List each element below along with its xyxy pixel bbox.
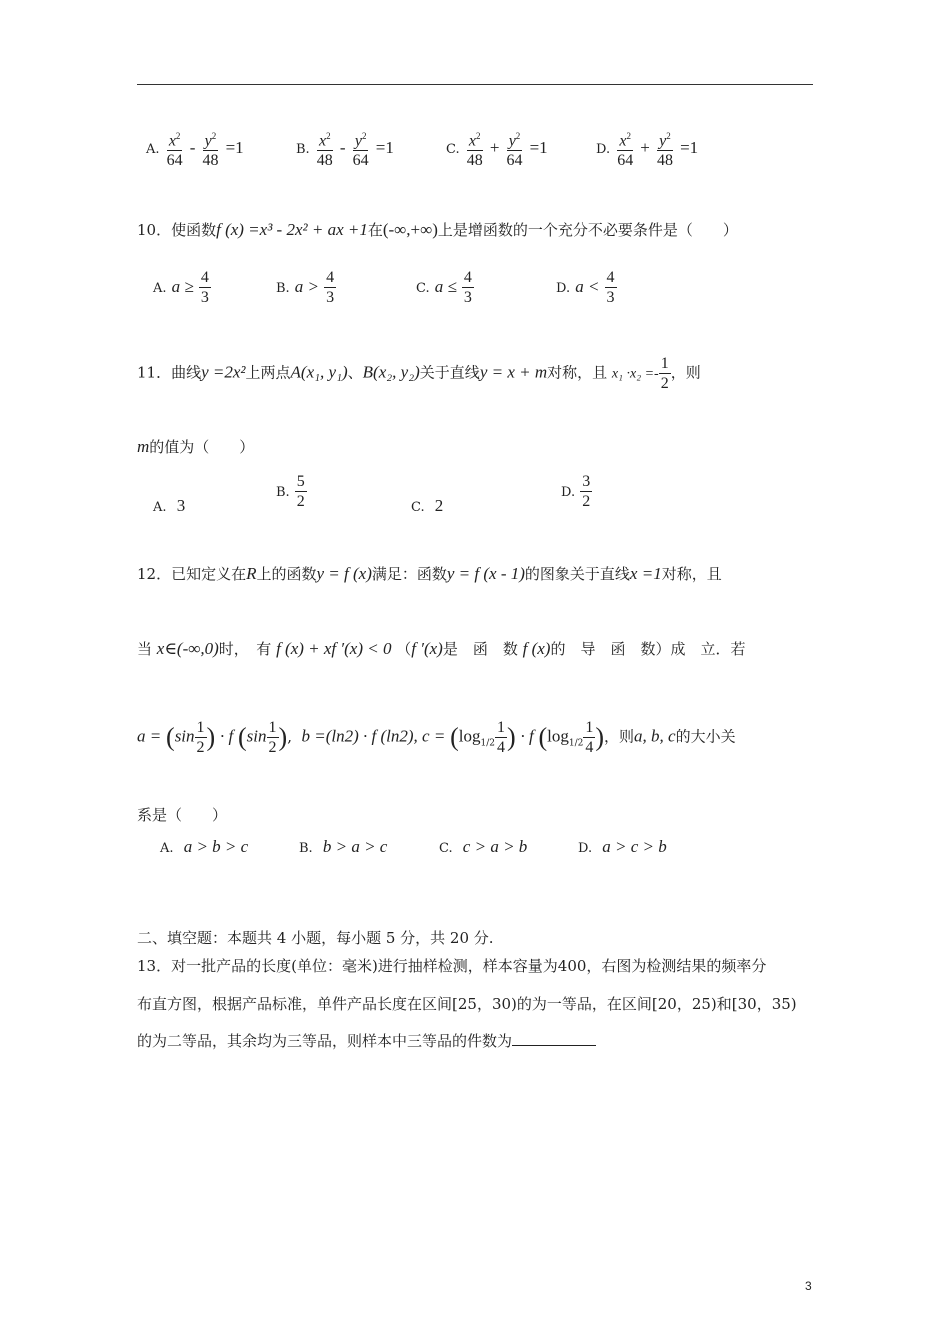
answer-blank[interactable] [512, 1031, 596, 1046]
fraction: $\frac{y^2}{48}$ [200, 127, 220, 170]
q12-option-d: D. a > c > b [578, 837, 667, 856]
q12-option-c: C. c > a > b [439, 837, 528, 856]
q11-stem-line2: m的值为（ ） [137, 437, 255, 456]
fraction: $\frac{x^2}{48}$ [315, 127, 335, 170]
q10-stem: 10．使函数f (x) =x³ - 2x² + ax +1在(-∞,+∞)上是增函数的一个充分不必要条件是（ ） [137, 220, 738, 239]
page-number: 3 [805, 1279, 812, 1293]
q11-option-d: D. $\frac{3}{2}$ [561, 473, 591, 510]
q12-stem-line3: a = (sin $\frac{1}{2}$ ) · f (sin $\frac{1}{2}$ ), b =(ln2) · f (ln2), $c = (\log_{1/2}$ $\frac{1}{4}$ ) · f ($\log_{1/2}$ $\frac{1}{4}$ )，则a, b, c的大小关 [137, 719, 736, 756]
fraction: $\frac{1}{2}$ [268, 719, 277, 756]
q12-option-a: A. a > b > c [160, 837, 249, 856]
q11-option-b: B. $\frac{5}{2}$ [276, 473, 305, 510]
fraction: $\frac{y^2}{64}$ [505, 127, 525, 170]
fraction: $\frac{y^2}{64}$ [351, 127, 371, 170]
q12-option-b: B. b > a > c [299, 837, 388, 856]
section-heading: 二、填空题：本题共 4 小题，每小题 5 分，共 20 分. [137, 929, 494, 947]
q13-line1: 13．对一批产品的长度(单位：毫米)进行抽样检测，样本容量为400，右图为检测结果的频率分 [137, 957, 767, 975]
q9-option-a: A. $\frac{x^2}{64}$ - $\frac{y^2}{48}$ =1 [146, 127, 244, 170]
fraction: $\frac{4}{3}$ [463, 269, 472, 306]
fraction: $\frac{5}{2}$ [296, 473, 305, 510]
q10-function: f (x) =x³ - 2x² + ax +1 [216, 220, 368, 239]
fraction: $\frac{y^2}{48}$ [655, 127, 675, 170]
fraction: $\frac{4}{3}$ [326, 269, 335, 306]
fraction: $\frac{1}{2}$ [660, 355, 669, 392]
q9-option-b: B. $\frac{x^2}{48}$ - $\frac{y^2}{64}$ =1 [296, 127, 394, 170]
fraction: $\frac{x^2}{64}$ [165, 127, 185, 170]
fraction: $\frac{x^2}{64}$ [615, 127, 635, 170]
fraction: $\frac{3}{2}$ [582, 473, 591, 510]
header-rule [137, 84, 813, 85]
q9-option-c: C. $\frac{x^2}{48}$ + $\frac{y^2}{64}$ =1 [446, 127, 548, 170]
q10-option-a: A. a ≥ $\frac{4}{3}$ [153, 269, 209, 306]
fraction: $\frac{1}{4}$ [497, 719, 505, 756]
q12-stem-line4: 系是（ ） [137, 806, 228, 824]
q12-stem: 12．已知定义在R上的函数y = f (x)满足：函数y = f (x - 1)的图象关于直线x =1对称，且 [137, 564, 722, 583]
fraction: $\frac{x^2}{48}$ [465, 127, 485, 170]
q11-option-a: A. 3 [153, 496, 186, 515]
q13-line2: 布直方图，根据产品标准，单件产品长度在区间[25，30)的为一等品，在区间[20，25)和[30，35) [137, 995, 797, 1013]
q12-stem-line2: 当 x∈(-∞,0)时， 有 f (x) + xf ′(x) < 0 （f ′(x)是 函 数 f (x)的 导 函 数）成 立．若 [137, 639, 746, 658]
q10-option-c: C. a ≤ $\frac{4}{3}$ [416, 269, 472, 306]
q13-line3: 的为二等品，其余均为三等品，则样本中三等品的件数为 [137, 1030, 596, 1051]
fraction: $\frac{1}{2}$ [196, 719, 205, 756]
q9-option-d: D. $\frac{x^2}{64}$ + $\frac{y^2}{48}$ =1 [596, 127, 698, 170]
q10-option-d: D. a < $\frac{4}{3}$ [556, 269, 615, 306]
fraction: $\frac{4}{3}$ [200, 269, 209, 306]
q10-option-b: B. a > $\frac{4}{3}$ [276, 269, 335, 306]
fraction: $\frac{4}{3}$ [606, 269, 615, 306]
q11-stem: 11．曲线y =2x²上两点A(x₁, y₁)、B(x₂, y₂)关于直线y = x + m对称，且 x₁ ·x₂ =- $\frac{1}{2}$ ，则 [137, 355, 701, 392]
q11-option-c: C. 2 [411, 496, 444, 515]
fraction: $\frac{1}{4}$ [585, 719, 594, 756]
